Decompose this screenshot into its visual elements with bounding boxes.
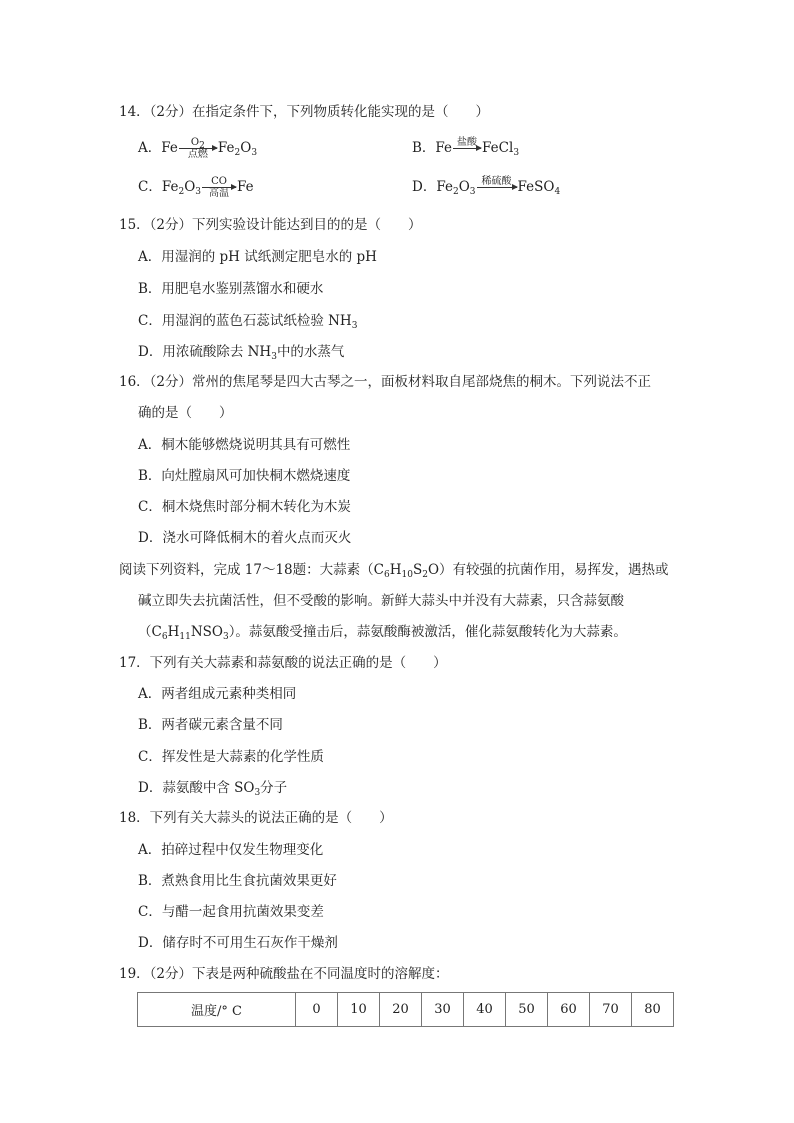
- q16-stem-line1: 16．（2分）常州的焦尾琴是四大古琴之一，面板材料取自尾部烧焦的桐木。下列说法不正: [119, 374, 652, 390]
- table-cell: 10: [338, 993, 380, 1027]
- q17-option-a[interactable]: A．两者组成元素种类相同: [138, 686, 297, 702]
- reading-line3: $(C_6H_{11}NSO_3)$。蒜氨酸受撞击后，蒜氨酸酶被激活，催化蒜氨酸转化为大蒜素。: [138, 624, 627, 642]
- table-cell: 0: [296, 993, 338, 1027]
- q15-option-b[interactable]: B．用肥皂水鉴别蒸馏水和硬水: [138, 281, 324, 297]
- q19-stem: 19．（2分）下表是两种硫酸盐在不同温度时的溶解度：: [119, 966, 449, 982]
- reaction-arrow: 稀硫酸: [477, 176, 517, 199]
- q17-stem: 17．下列有关大蒜素和蒜氨酸的说法正确的是（ ）: [119, 655, 447, 671]
- table-cell: 50: [506, 993, 548, 1027]
- q16-option-b[interactable]: B．向灶膛扇风可加快桐木燃烧速度: [138, 468, 351, 484]
- reaction-arrow: CO 高温: [202, 176, 236, 199]
- q14-option-a[interactable]: [138, 133, 257, 163]
- q16-option-c[interactable]: C．桐木烧焦时部分桐木转化为木炭: [138, 499, 351, 515]
- reaction-c: $Fe_2O_3$ CO 高温 Fe: [161, 175, 254, 199]
- reading-line2: 碱立即失去抗菌活性，但不受酸的影响。新鲜大蒜头中并没有大蒜素，只含蒜氨酸: [138, 593, 624, 609]
- q16-option-a[interactable]: A．桐木能够燃烧说明其具有可燃性: [138, 437, 351, 453]
- q16-option-d[interactable]: D．浇水可降低桐木的着火点而灭火: [138, 530, 352, 546]
- q18-option-c[interactable]: C．与醋一起食用抗菌效果变差: [138, 904, 324, 920]
- option-label: C．: [138, 179, 162, 195]
- q14-stem: 14．（2分）在指定条件下，下列物质转化能实现的是（ ）: [119, 104, 490, 120]
- reaction-a: Fe $O_2$ 点燃 $Fe_2O_3$: [161, 136, 258, 160]
- q17-option-d[interactable]: D．蒜氨酸中含 $SO_3$分子: [138, 780, 288, 798]
- q18-option-a[interactable]: A．拍碎过程中仅发生物理变化: [138, 842, 324, 858]
- option-label: D．: [412, 179, 437, 195]
- q15-stem: 15．（2分）下列实验设计能达到目的的是（ ）: [119, 217, 422, 233]
- q16-stem-line2: 确的是（ ）: [138, 405, 233, 421]
- q14-option-c[interactable]: [138, 172, 254, 202]
- table-header-cell: 温度/° C: [138, 993, 296, 1027]
- table-row: [138, 993, 674, 1027]
- q18-option-d[interactable]: D．储存时不可用生石灰作干燥剂: [138, 935, 338, 951]
- q17-option-c[interactable]: C．挥发性是大蒜素的化学性质: [138, 749, 324, 765]
- reaction-d: $Fe_2O_3$ 稀硫酸 FeSO$_4$: [436, 175, 561, 197]
- reaction-arrow: $O_2$ 点燃: [179, 137, 217, 160]
- q14-option-b[interactable]: [412, 133, 519, 163]
- q15-option-a[interactable]: A．用湿润的 pH 试纸测定肥皂水的 pH: [138, 249, 377, 265]
- option-label: A．: [138, 140, 162, 156]
- table-cell: 80: [632, 993, 674, 1027]
- table-cell: 60: [548, 993, 590, 1027]
- q17-option-b[interactable]: B．两者碳元素含量不同: [138, 717, 283, 733]
- q18-stem: 18．下列有关大蒜头的说法正确的是（ ）: [119, 810, 393, 826]
- q15-option-c[interactable]: C．用湿润的蓝色石蕊试纸检验 $NH_3$: [138, 313, 358, 331]
- table-cell: 20: [380, 993, 422, 1027]
- reading-line1: 阅读下列资料，完成 17～18题：大蒜素$(C_6H_{10}S_2O)$有较强的抗菌作用，易挥发，遇热或: [119, 562, 669, 580]
- reaction-arrow: 盐酸: [453, 137, 481, 160]
- table-cell: 40: [464, 993, 506, 1027]
- table-cell: 30: [422, 993, 464, 1027]
- table-cell: 70: [590, 993, 632, 1027]
- q14-option-d[interactable]: [412, 172, 560, 202]
- reaction-b: Fe 盐酸 FeCl$_3$: [435, 136, 520, 158]
- q15-option-d[interactable]: D．用浓硫酸除去 $NH_3$中的水蒸气: [138, 344, 345, 362]
- solubility-table: [137, 992, 674, 1027]
- q18-option-b[interactable]: B．煮熟食用比生食抗菌效果更好: [138, 873, 337, 889]
- option-label: B．: [412, 140, 436, 156]
